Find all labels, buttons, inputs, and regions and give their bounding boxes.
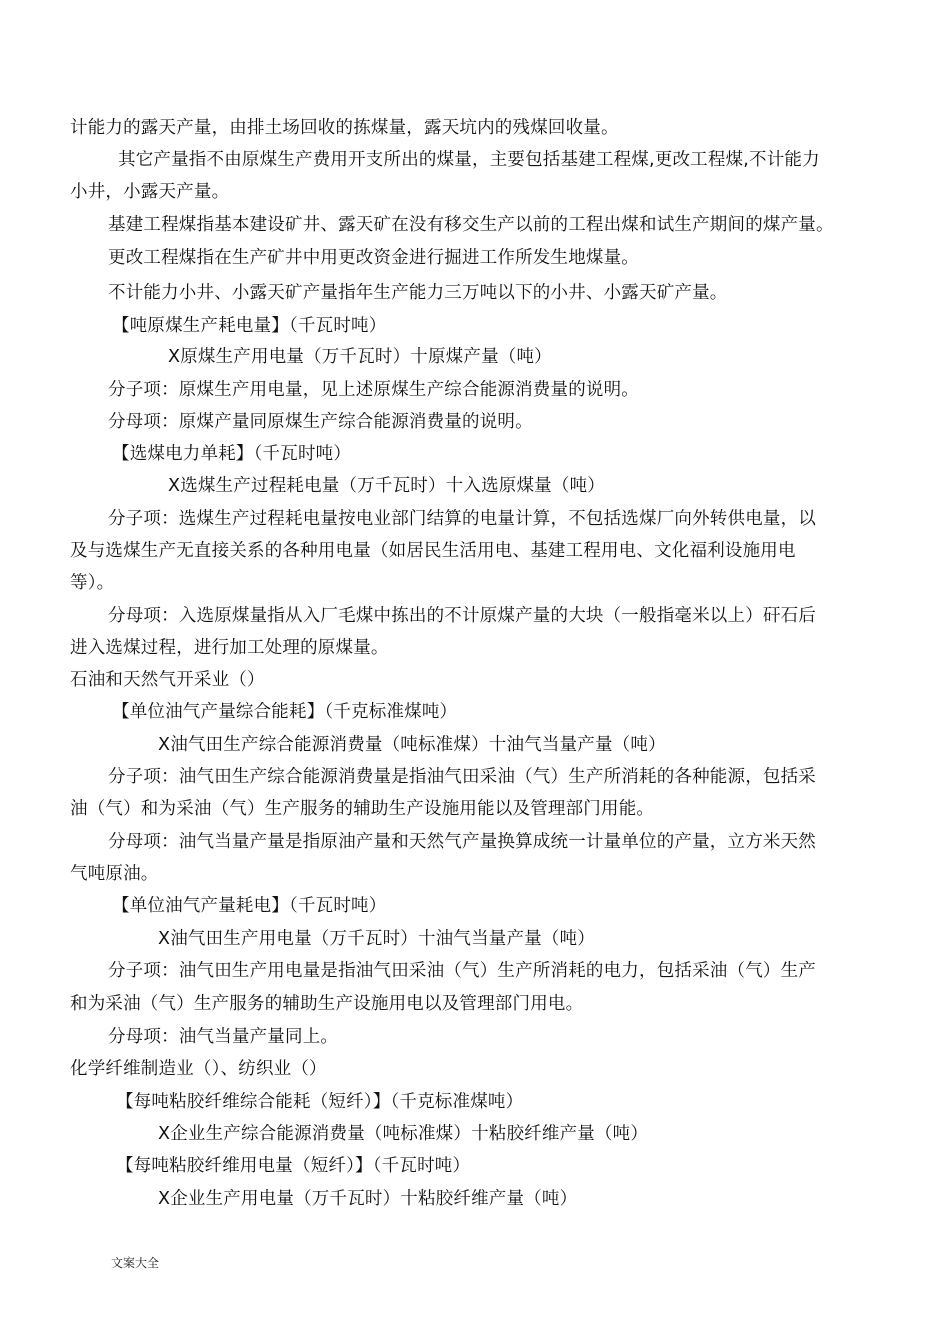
- text-line: 气吨原油。: [70, 864, 159, 884]
- formula-line: X原煤生产用电量（万千瓦时）十原煤产量（吨）: [168, 347, 552, 367]
- formula-line: X油气田生产用电量（万千瓦时）十油气当量产量（吨）: [158, 929, 595, 949]
- section-heading: 【吨原煤生产耗电量】（千瓦时吨）: [112, 316, 387, 336]
- page-footer: 文案大全: [111, 1256, 160, 1270]
- text-line: 进入选煤过程，进行加工处理的原煤量。: [70, 638, 389, 658]
- text-line: 基建工程煤指基本建设矿井、露天矿在没有移交生产以前的工程出煤和试生产期间的煤产量。: [108, 215, 834, 235]
- text-line: 及与选煤生产无直接关系的各种用电量（如居民生活用电、基建工程用电、文化福利设施用电: [70, 541, 796, 561]
- section-heading: 【选煤电力单耗】（千瓦时吨）: [112, 444, 352, 464]
- text-line: 和为采油（气）生产服务的辅助生产设施用电以及管理部门用电。: [70, 994, 584, 1014]
- section-heading: 【单位油气产量综合能耗】（千克标准煤吨）: [112, 702, 458, 722]
- text-line: 分子项：原煤生产用电量，见上述原煤生产综合能源消费量的说明。: [108, 380, 639, 400]
- text-line: 分母项：入选原煤量指从入厂毛煤中拣出的不计原煤产量的大块（一般指毫米以上）矸石后: [108, 606, 816, 626]
- text-line: 不计能力小井、小露天矿产量指年生产能力三万吨以下的小井、小露天矿产量。: [108, 283, 728, 303]
- text-line: 油（气）和为采油（气）生产服务的辅助生产设施用能以及管理部门用能。: [70, 799, 655, 819]
- category-heading: 化学纤维制造业（）、纺织业（）: [70, 1059, 327, 1079]
- formula-line: X企业生产综合能源消费量（吨标准煤）十粘胶纤维产量（吨）: [158, 1124, 649, 1144]
- formula-line: X企业生产用电量（万千瓦时）十粘胶纤维产量（吨）: [158, 1189, 578, 1209]
- text-line: 分子项：油气田生产综合能源消费量是指油气田采油（气）生产所消耗的各种能源，包括采: [108, 767, 816, 787]
- text-line: 更改工程煤指在生产矿井中用更改资金进行掘进工作所发生地煤量。: [108, 248, 639, 268]
- section-heading: 【每吨粘胶纤维用电量（短纤）】（千瓦时吨）: [116, 1156, 471, 1176]
- text-line: 分子项：油气田生产用电量是指油气田采油（气）生产所消耗的电力，包括采油（气）生产: [108, 961, 816, 981]
- text-line: 分母项：原煤产量同原煤生产综合能源消费量的说明。: [108, 412, 533, 432]
- text-line: 其它产量指不由原煤生产费用开支所出的煤量，主要包括基建工程煤,更改工程煤,不计能力: [118, 150, 820, 170]
- text-line: 小井，小露天产量。: [70, 182, 230, 202]
- text-line: 分母项：油气当量产量是指原油产量和天然气产量换算成统一计量单位的产量，立方米天然: [108, 832, 816, 852]
- section-heading: 【每吨粘胶纤维综合能耗（短纤）】（千克标准煤吨）: [116, 1092, 524, 1112]
- formula-line: X油气田生产综合能源消费量（吨标准煤）十油气当量产量（吨）: [158, 735, 666, 755]
- text-line: 分母项：油气当量产量同上。: [108, 1027, 339, 1047]
- text-line: 分子项：选煤生产过程耗电量按电业部门结算的电量计算，不包括选煤厂向外转供电量，以: [108, 509, 816, 529]
- category-heading: 石油和天然气开采业（）: [70, 670, 265, 690]
- text-line: 等）。: [70, 573, 115, 593]
- formula-line: X选煤生产过程耗电量（万千瓦时）十入选原煤量（吨）: [168, 476, 605, 496]
- text-line: 计能力的露天产量，由排土场回收的拣煤量，露天坑内的残煤回收量。: [70, 118, 619, 138]
- section-heading: 【单位油气产量耗电】（千瓦时吨）: [112, 896, 387, 916]
